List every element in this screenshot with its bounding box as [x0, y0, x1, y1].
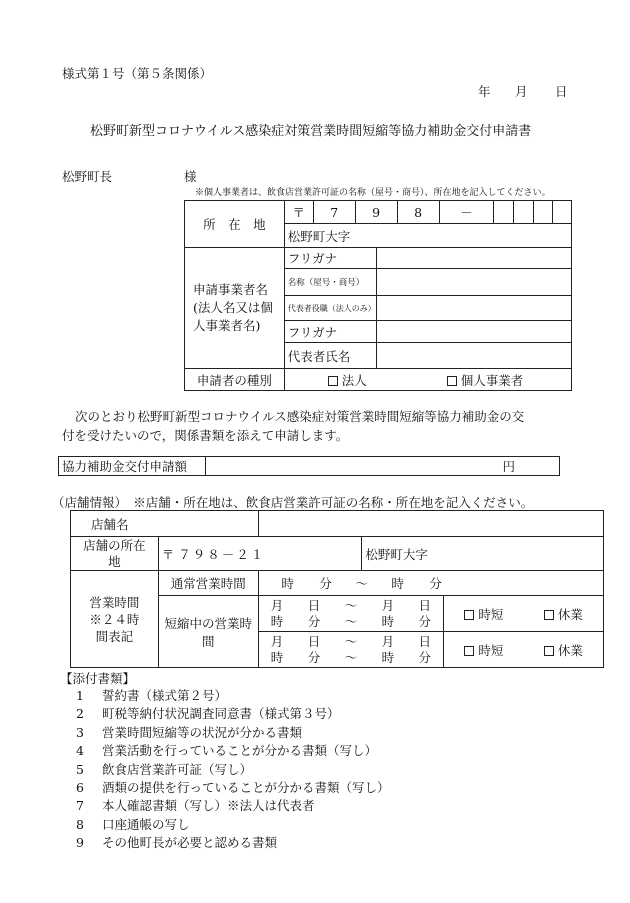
store-location-label	[71, 537, 159, 571]
list-item	[76, 834, 390, 852]
range-tilde: ～	[344, 649, 358, 665]
store-address-value: 松野町大字	[365, 546, 428, 562]
option-label: 時短	[478, 606, 504, 622]
hours-label-line: 営業時間	[89, 594, 140, 610]
attachments-heading: 【添付書類】	[60, 671, 136, 686]
month-unit: 月	[270, 597, 284, 613]
rep-name-label: 代表者氏名	[284, 343, 376, 369]
postal-digit[interactable]	[513, 201, 533, 223]
store-postal-mark: 〒	[161, 546, 175, 562]
range-tilde: ～	[344, 633, 358, 649]
list-item	[76, 816, 390, 834]
address-field[interactable]: 松野町大字	[284, 224, 571, 248]
date-row	[259, 598, 444, 614]
amount-label: 協力補助金交付申請額	[59, 457, 206, 476]
store-postal-value: ７９８－２１	[178, 546, 266, 562]
item-text: 営業活動を行っていることが分かる書類（写し）	[102, 743, 378, 759]
minute-unit: 分	[418, 649, 431, 665]
option-shorten-1[interactable]	[444, 596, 524, 632]
item-text: 誓約書（様式第２号）	[102, 688, 228, 703]
month-unit: 月	[270, 633, 284, 649]
applicant-note: ※個人事業者は、飲食店営業許可証の名称（屋号・商号）、所在地を記入してください。	[195, 188, 551, 198]
date-year: 年	[478, 84, 491, 99]
checkbox-icon[interactable]	[447, 376, 457, 386]
time-row	[259, 650, 444, 666]
item-number: 7	[76, 798, 84, 814]
day-unit: 日	[418, 597, 431, 613]
applicant-name-label-line: 人事業者名)	[193, 318, 261, 333]
minute-unit: 分	[307, 613, 321, 629]
postal-digit[interactable]: 8	[397, 201, 439, 223]
store-name-label: 店舗名	[71, 511, 259, 537]
checkbox-icon[interactable]	[328, 376, 338, 386]
hour-unit: 時	[381, 649, 395, 665]
option-label: 時短	[478, 642, 504, 658]
type-option-label: 個人事業者	[460, 372, 524, 388]
store-address-field[interactable]	[362, 537, 604, 571]
type-option-label: 法人	[341, 372, 367, 388]
item-text: 本人確認書類（写し）※法人は代表者	[102, 798, 315, 814]
checkbox-icon[interactable]	[544, 610, 554, 620]
business-name-field[interactable]	[376, 269, 571, 296]
hour-unit: 時	[391, 576, 404, 591]
range-tilde: ～	[344, 597, 358, 613]
shortened-period-2[interactable]	[258, 632, 444, 668]
business-name-label: 名称（屋号・商号）	[284, 269, 376, 296]
applicant-type-label: 申請者の種別	[185, 369, 285, 391]
amount-field[interactable]	[206, 457, 560, 476]
item-number: 5	[76, 761, 84, 777]
postal-digit[interactable]	[494, 201, 514, 223]
shortened-hours-label: 短縮中の営業時間	[158, 596, 258, 668]
option-label: 休業	[557, 606, 583, 622]
range-tilde: ～	[355, 576, 368, 591]
furigana-label: フリガナ	[284, 248, 376, 269]
option-closed-1[interactable]	[524, 596, 604, 632]
hours-label-line: ※２４時	[89, 611, 140, 627]
option-shorten-2[interactable]	[444, 632, 524, 668]
list-item	[76, 724, 390, 742]
minute-unit: 分	[307, 649, 321, 665]
option-label: 休業	[557, 642, 583, 658]
body-line-1: 次のとおり松野町新型コロナウイルス感染症対策営業時間短縮等協力補助金の交	[75, 409, 525, 424]
amount-unit: 円	[502, 459, 515, 474]
item-number: 8	[76, 816, 84, 832]
day-unit: 日	[307, 597, 321, 613]
postal-digit[interactable]: 7	[313, 201, 355, 223]
hour-unit: 時	[270, 613, 284, 629]
postal-code-boxes	[285, 201, 571, 223]
furigana-field[interactable]	[376, 248, 571, 269]
minute-unit: 分	[319, 576, 332, 591]
option-closed-2[interactable]	[524, 632, 604, 668]
day-unit: 日	[307, 633, 321, 649]
hour-unit: 時	[270, 649, 284, 665]
postal-digit[interactable]	[533, 201, 553, 223]
furigana2-label: フリガナ	[284, 321, 376, 343]
minute-unit: 分	[429, 576, 442, 591]
month-unit: 月	[381, 633, 395, 649]
rep-name-field[interactable]	[376, 343, 571, 369]
normal-hours-label: 通常営業時間	[158, 571, 258, 596]
item-number: 1	[76, 688, 84, 703]
month-unit: 月	[381, 597, 395, 613]
store-table	[70, 510, 604, 668]
hours-label-line: 間表記	[95, 628, 134, 644]
list-item	[76, 742, 390, 760]
hour-unit: 時	[381, 613, 395, 629]
rep-title-label: 代表者役職（法人のみ）	[284, 296, 376, 321]
item-number: 3	[76, 724, 84, 740]
store-location-label-line: 店舗の所在	[83, 537, 146, 553]
date-day: 日	[555, 84, 568, 99]
list-item	[76, 705, 390, 723]
document-title: 松野町新型コロナウイルス感染症対策営業時間短縮等協力補助金交付申請書	[90, 124, 532, 139]
attachments-list	[76, 687, 390, 853]
applicant-name-label-line: 申請事業者名	[193, 282, 269, 297]
item-number: 2	[76, 706, 84, 722]
hours-label	[71, 571, 159, 668]
checkbox-icon[interactable]	[464, 610, 474, 620]
form-number: 様式第１号（第５条関係）	[62, 66, 213, 81]
location-label: 所 在 地	[185, 201, 285, 248]
amount-table	[58, 456, 560, 476]
list-item	[76, 797, 390, 815]
time-row	[259, 614, 444, 630]
store-heading: （店舗情報） ※店舗・所在地は、飲食店営業許可証の名称・所在地を記入ください。	[52, 495, 534, 510]
normal-hours-field[interactable]	[258, 571, 603, 596]
postal-mark: 〒	[285, 201, 314, 223]
applicant-name-label-line: (法人名又は個	[193, 300, 273, 315]
day-unit: 日	[418, 633, 431, 649]
list-item	[76, 687, 390, 705]
store-name-field[interactable]	[258, 511, 603, 537]
applicant-type-options	[284, 369, 571, 391]
type-option-corporation[interactable]	[328, 373, 367, 388]
shortened-period-1[interactable]	[258, 596, 444, 632]
furigana2-field[interactable]	[376, 321, 571, 343]
store-location-label-line: 地	[108, 553, 121, 569]
checkbox-icon[interactable]	[544, 646, 554, 656]
addressee-honorific: 様	[184, 169, 197, 184]
list-item	[76, 779, 390, 797]
item-number: 6	[76, 780, 84, 796]
applicant-table	[184, 200, 572, 391]
type-option-individual[interactable]	[447, 373, 524, 388]
list-item	[76, 761, 390, 779]
minute-unit: 分	[418, 613, 431, 629]
item-text: 営業時間短縮等の状況が分かる書類	[102, 724, 303, 740]
hour-unit: 時	[281, 576, 294, 591]
postal-digit[interactable]	[553, 201, 571, 223]
range-tilde: ～	[344, 613, 358, 629]
date-row	[259, 634, 444, 650]
postal-digit: －	[439, 201, 494, 223]
item-number: 9	[76, 835, 84, 851]
date-month: 月	[515, 84, 528, 99]
postal-digit[interactable]: 9	[355, 201, 397, 223]
item-text: 酒類の提供を行っていることが分かる書類（写し）	[102, 780, 390, 796]
item-text: 飲食店営業許可証（写し）	[102, 761, 253, 777]
addressee-name: 松野町長	[62, 169, 113, 184]
item-text: 口座通帳の写し	[102, 816, 190, 832]
store-postal-field[interactable]	[158, 537, 362, 571]
applicant-name-label	[185, 248, 285, 369]
item-number: 4	[76, 743, 84, 759]
rep-title-field[interactable]	[376, 296, 571, 321]
item-text: 町税等納付状況調査同意書（様式第３号）	[102, 706, 340, 722]
item-text: その他町長が必要と認める書類	[102, 835, 278, 851]
body-line-2: 付を受けたいので，関係書類を添えて申請します。	[62, 428, 349, 443]
checkbox-icon[interactable]	[464, 646, 474, 656]
